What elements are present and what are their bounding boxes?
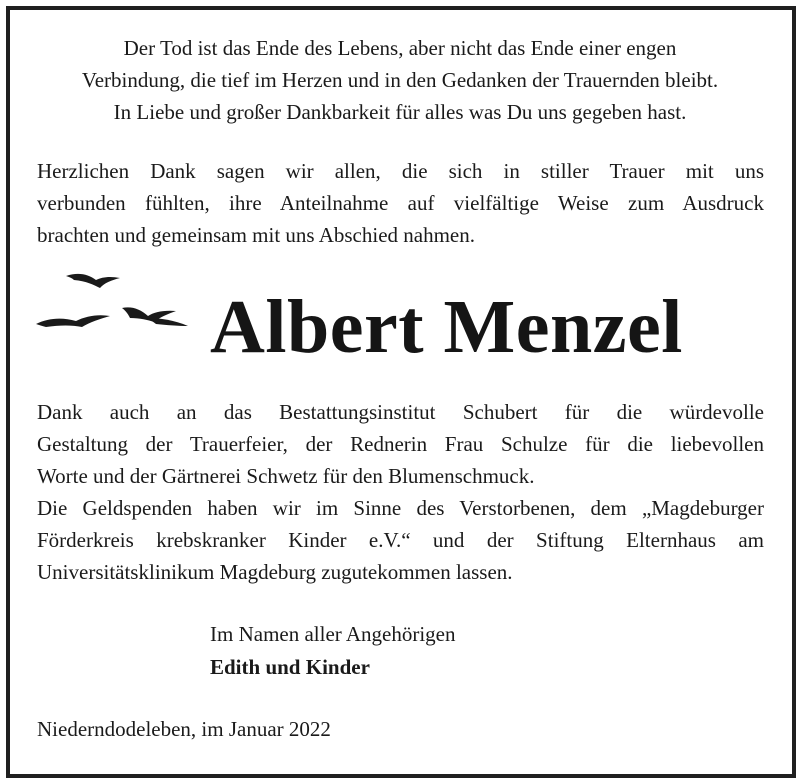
donations-paragraph (37, 492, 764, 588)
acknowledgement-paragraph (37, 396, 764, 492)
donations-line: Universitätsklinikum Magdeburg zugutekommen lassen. (37, 560, 513, 584)
thanks-line: brachten und gemeinsam mit uns Abschied nahmen. (37, 223, 475, 247)
acknowledgement-line: Dank auch an das Bestattungsinstitut Schubert für die würdevolle (37, 400, 764, 424)
donations-line: Förderkreis krebskranker Kinder e.V.“ und der Stiftung Elternhaus am (37, 528, 764, 552)
intro-line: Verbindung, die tief im Herzen und in den Gedanken der Trauernden bleibt. (81, 68, 719, 92)
place-and-date: Niederndodeleben, im Januar 2022 (37, 717, 331, 741)
thanks-line: Herzlichen Dank sagen wir allen, die sich in stiller Trauer mit uns (37, 159, 764, 183)
donations-line: Die Geldspenden haben wir im Sinne des Verstorbenen, dem „Magdeburger (37, 496, 764, 520)
thanks-line: verbunden fühlten, ihre Anteilnahme auf vielfältige Weise zum Ausdruck (37, 191, 764, 215)
signature-names: Edith und Kinder (210, 655, 370, 679)
deceased-name: Albert Menzel (210, 285, 683, 369)
intro-line: In Liebe und großer Dankbarkeit für alles was Du uns gegeben hast. (113, 100, 687, 124)
acknowledgement-line: Gestaltung der Trauerfeier, der Rednerin Frau Schulze für die liebevollen (37, 432, 764, 456)
intro-quote (20, 32, 780, 128)
signature-intro: Im Namen aller Angehörigen (210, 622, 456, 646)
thanks-paragraph (37, 155, 764, 251)
birds-in-flight-icon (30, 268, 200, 338)
acknowledgement-line: Worte und der Gärtnerei Schwetz für den Blumenschmuck. (37, 464, 535, 488)
intro-line: Der Tod ist das Ende des Lebens, aber nicht das Ende einer engen (123, 36, 677, 60)
